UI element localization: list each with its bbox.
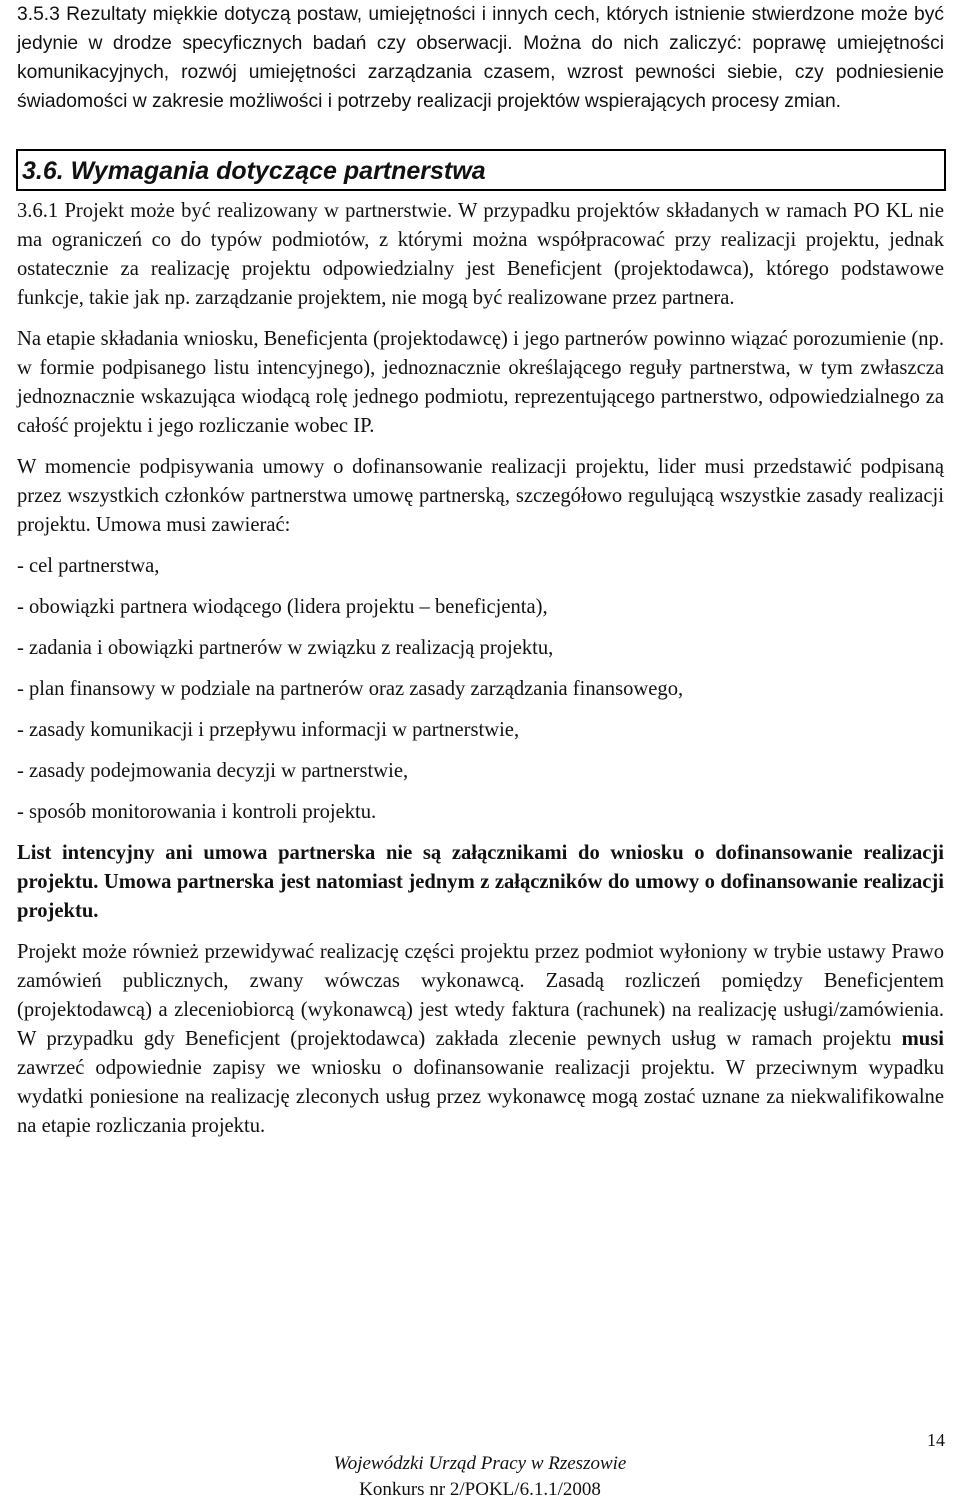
agreement-paragraph: Na etapie składania wniosku, Beneficjenta (projektodawcę) i jego partnerów powinno wiązać porozumienie (np. w formie podpisanego listu intencyjnego), jednoznacznie określającego reguły partnerstwa, w tym zwłaszcza jednoznacznie wskazująca wiodącą rolę jednego podmiotu, reprezentującego partnerstwo, odpowiedzialnego za całość projektu i jego rozliczanie wobec IP. xyxy=(17,328,944,437)
page-footer xyxy=(0,1451,960,1503)
page-number: 14 xyxy=(927,1430,945,1450)
contractor-text-part-2: zawrzeć odpowiednie zapisy we wniosku o dofinansowanie realizacji projektu. W przeciwnym wypadku wydatki poniesione na realizację zleconych usług przez wykonawcę mogą zostać uznane za niekwalifikowalne na etapie rozliczania projektu. xyxy=(17,1057,944,1137)
list-item: - cel partnerstwa, xyxy=(17,555,160,577)
footer-contest: Konkurs nr 2/POKL/6.1.1/2008 xyxy=(359,1479,601,1500)
list-item: - zadania i obowiązki partnerów w związku z realizacją projektu, xyxy=(17,637,554,659)
contractor-paragraph xyxy=(17,938,944,1141)
contractor-text-part-1: Projekt może również przewidywać realizację części projektu przez podmiot wyłoniony w trybie ustawy Prawo zamówień publicznych, zwany wówczas wykonawcą. Zasadą rozliczeń pomiędzy Beneficjentem (projektodawcą) a zleceniobiorcą (wykonawcą) jest wtedy faktura (rachunek) na realizację usługi/zamówienia. W przypadku gdy Beneficjent (projektodawca) zakłada zlecenie pewnych usług w ramach projektu xyxy=(17,941,944,1050)
section-heading-title: 3.6. Wymagania dotyczące partnerstwa xyxy=(22,157,486,185)
attachments-notice-bold: List intencyjny ani umowa partnerska nie są załącznikami do wniosku o dofinansowanie realizacji projektu. Umowa partnerska jest natomiast jednym z załączników do umowy o dofinansowanie realizacji projektu. xyxy=(17,842,944,922)
partnership-contract-paragraph: W momencie podpisywania umowy o dofinansowanie realizacji projektu, lider musi przedstawić podpisaną przez wszystkich członków partnerstwa umowę partnerską, szczegółowo regulującą wszystkie zasady realizacji projektu. Umowa musi zawierać: xyxy=(17,456,944,536)
list-item: - zasady komunikacji i przepływu informacji w partnerstwie, xyxy=(17,719,520,741)
contractor-text-bold-must: musi xyxy=(901,1028,944,1050)
contract-requirements-list xyxy=(17,552,944,827)
list-item: - zasady podejmowania decyzji w partnerstwie, xyxy=(17,760,409,782)
list-item: - obowiązki partnera wiodącego (lidera projektu – beneficjenta), xyxy=(17,596,548,618)
document-page xyxy=(17,0,944,1141)
section-heading-box xyxy=(16,149,946,191)
section-3-6-1-paragraph: 3.6.1 Projekt może być realizowany w partnerstwie. W przypadku projektów składanych w ramach PO KL nie ma ograniczeń co do typów podmiotów, z którymi można współpracować przy realizacji projektu, jednak ostatecznie za realizację projektu odpowiedzialny jest Beneficjent (projektodawca), którego podstawowe funkcje, takie jak np. zarządzanie projektem, nie mogą być realizowane przez partnera. xyxy=(17,200,944,309)
list-item: - sposób monitorowania i kontroli projektu. xyxy=(17,801,377,823)
footer-office: Wojewódzki Urząd Pracy w Rzeszowie xyxy=(333,1453,627,1474)
section-3-5-3-paragraph: 3.5.3 Rezultaty miękkie dotyczą postaw, umiejętności i innych cech, których istnienie stwierdzone może być jedynie w drodze specyficznych badań czy obserwacji. Można do nich zaliczyć: poprawę umiejętności komunikacyjnych, rozwój umiejętności zarządzania czasem, wzrost pewności siebie, czy podniesienie świadomości w zakresie możliwości i potrzeby realizacji projektów wspierających procesy zmian. xyxy=(17,4,944,112)
list-item: - plan finansowy w podziale na partnerów oraz zasady zarządzania finansowego, xyxy=(17,678,684,700)
